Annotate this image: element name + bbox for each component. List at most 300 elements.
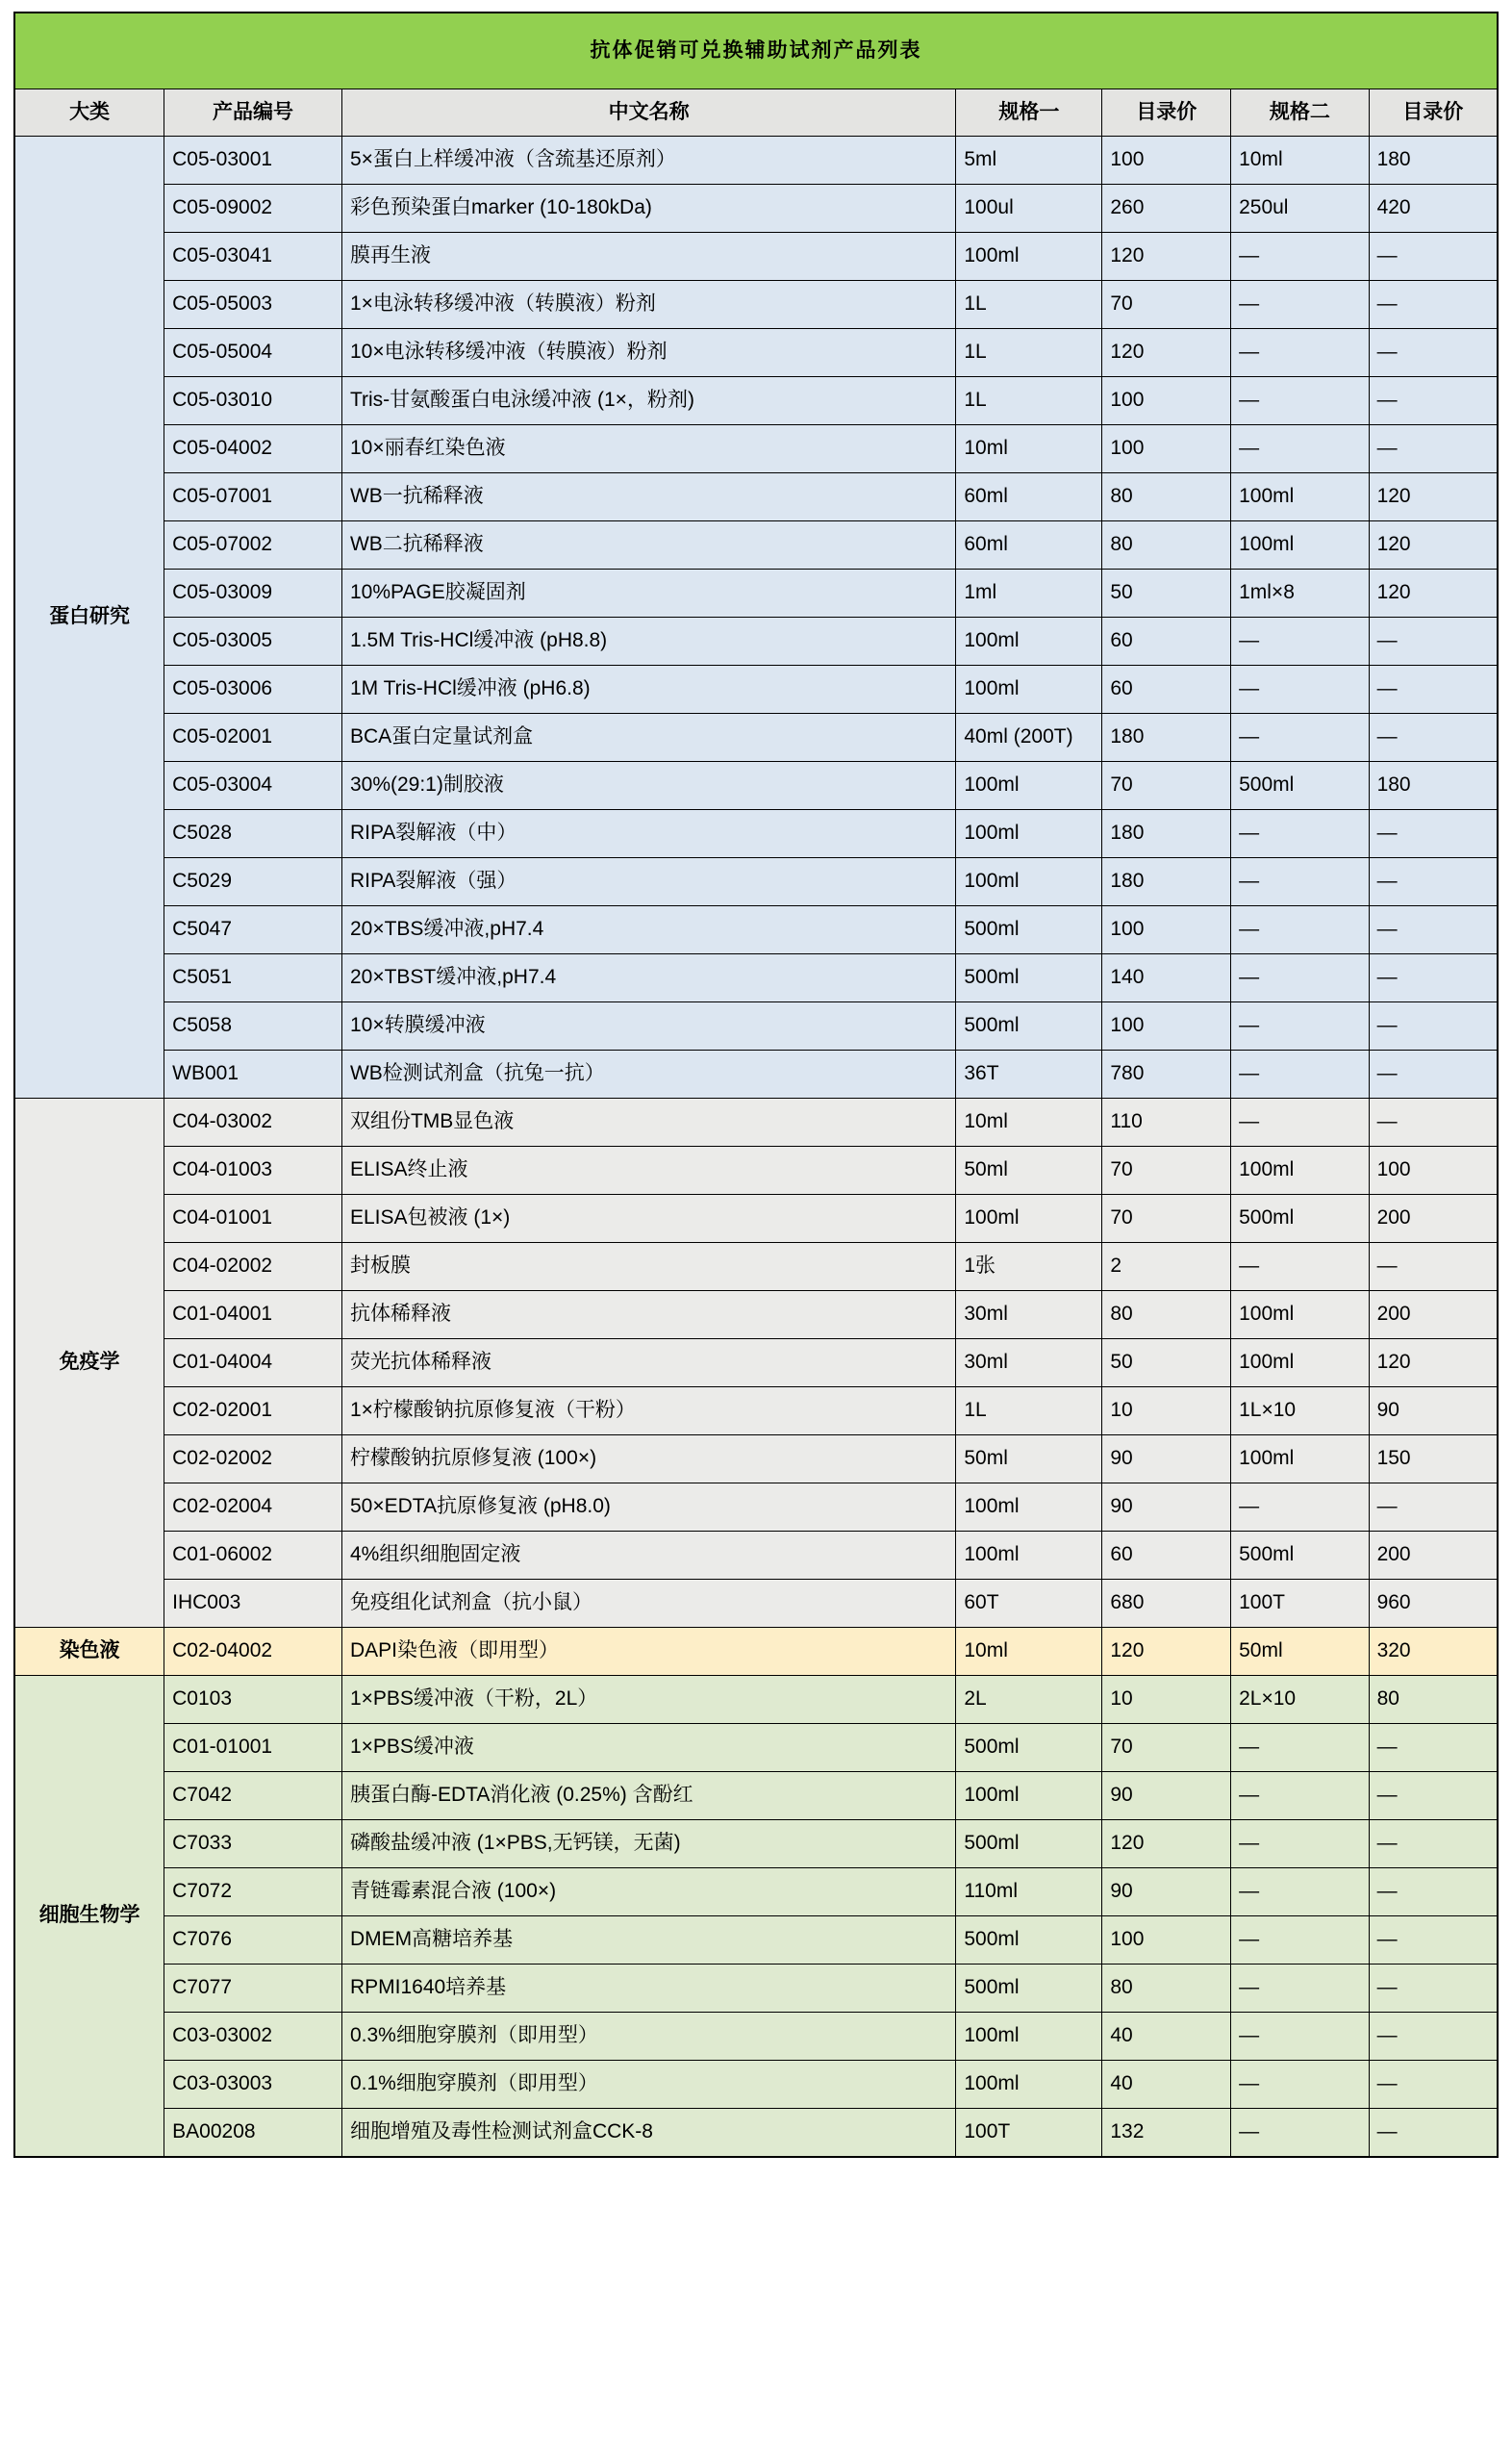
- spec2-cell: 250ul: [1231, 185, 1369, 233]
- spec1-cell: 50ml: [956, 1147, 1102, 1195]
- price2-cell: 100: [1369, 1147, 1498, 1195]
- spec2-cell: —: [1231, 1772, 1369, 1820]
- spec1-cell: 100ml: [956, 1532, 1102, 1580]
- table-row: [14, 570, 1498, 618]
- spec2-cell: —: [1231, 810, 1369, 858]
- table-row: [14, 954, 1498, 1002]
- product-code-cell: C05-07001: [164, 473, 342, 521]
- spec1-cell: 500ml: [956, 954, 1102, 1002]
- price2-cell: —: [1369, 1868, 1498, 1916]
- table-row: [14, 1339, 1498, 1387]
- spec1-cell: 30ml: [956, 1291, 1102, 1339]
- spec1-cell: 50ml: [956, 1435, 1102, 1483]
- price1-cell: 100: [1102, 377, 1231, 425]
- spec2-cell: —: [1231, 329, 1369, 377]
- price2-cell: —: [1369, 1099, 1498, 1147]
- price1-cell: 60: [1102, 1532, 1231, 1580]
- price1-cell: 120: [1102, 1820, 1231, 1868]
- spec2-cell: 100T: [1231, 1580, 1369, 1628]
- spec2-cell: —: [1231, 2061, 1369, 2109]
- product-name-cell: 细胞增殖及毒性检测试剂盒CCK-8: [341, 2109, 955, 2158]
- price2-cell: —: [1369, 858, 1498, 906]
- product-name-cell: 1×电泳转移缓冲液（转膜液）粉剂: [341, 281, 955, 329]
- product-code-cell: C05-03010: [164, 377, 342, 425]
- product-name-cell: ELISA终止液: [341, 1147, 955, 1195]
- product-code-cell: WB001: [164, 1051, 342, 1099]
- table-row: [14, 1916, 1498, 1965]
- product-code-cell: C05-02001: [164, 714, 342, 762]
- price2-cell: —: [1369, 1051, 1498, 1099]
- price1-cell: 70: [1102, 1724, 1231, 1772]
- table-row: [14, 1628, 1498, 1676]
- spec2-cell: —: [1231, 714, 1369, 762]
- product-code-cell: C05-03041: [164, 233, 342, 281]
- table-row: [14, 810, 1498, 858]
- column-header-category: 大类: [14, 89, 164, 137]
- table-row: [14, 1724, 1498, 1772]
- table-row: [14, 666, 1498, 714]
- table-row: [14, 1580, 1498, 1628]
- product-code-cell: C05-03005: [164, 618, 342, 666]
- spec2-cell: —: [1231, 1243, 1369, 1291]
- product-name-cell: BCA蛋白定量试剂盒: [341, 714, 955, 762]
- product-code-cell: C05-03004: [164, 762, 342, 810]
- table-row: [14, 233, 1498, 281]
- price2-cell: —: [1369, 2061, 1498, 2109]
- price1-cell: 100: [1102, 906, 1231, 954]
- price2-cell: 200: [1369, 1291, 1498, 1339]
- title-row: [14, 13, 1498, 89]
- price1-cell: 180: [1102, 810, 1231, 858]
- spec2-cell: —: [1231, 1868, 1369, 1916]
- spec2-cell: —: [1231, 1965, 1369, 2013]
- price1-cell: 70: [1102, 281, 1231, 329]
- product-name-cell: RIPA裂解液（强）: [341, 858, 955, 906]
- price1-cell: 70: [1102, 762, 1231, 810]
- reagent-price-table: [13, 12, 1499, 2158]
- product-code-cell: C03-03003: [164, 2061, 342, 2109]
- spec1-cell: 2L: [956, 1676, 1102, 1724]
- column-header-price2: 目录价: [1369, 89, 1498, 137]
- price1-cell: 40: [1102, 2013, 1231, 2061]
- product-code-cell: C02-02001: [164, 1387, 342, 1435]
- product-code-cell: C05-09002: [164, 185, 342, 233]
- product-code-cell: C7033: [164, 1820, 342, 1868]
- product-name-cell: WB检测试剂盒（抗兔一抗）: [341, 1051, 955, 1099]
- product-name-cell: 4%组织细胞固定液: [341, 1532, 955, 1580]
- spec2-cell: —: [1231, 425, 1369, 473]
- spec2-cell: —: [1231, 906, 1369, 954]
- spec1-cell: 1L: [956, 1387, 1102, 1435]
- spec1-cell: 100ml: [956, 233, 1102, 281]
- product-name-cell: 柠檬酸钠抗原修复液 (100×): [341, 1435, 955, 1483]
- spec2-cell: 500ml: [1231, 1195, 1369, 1243]
- table-row: [14, 1435, 1498, 1483]
- spec1-cell: 500ml: [956, 1916, 1102, 1965]
- price1-cell: 90: [1102, 1868, 1231, 1916]
- price2-cell: —: [1369, 1916, 1498, 1965]
- table-row: [14, 1772, 1498, 1820]
- spec1-cell: 100ml: [956, 666, 1102, 714]
- price2-cell: 420: [1369, 185, 1498, 233]
- price1-cell: 260: [1102, 185, 1231, 233]
- spec2-cell: —: [1231, 2013, 1369, 2061]
- spec1-cell: 60T: [956, 1580, 1102, 1628]
- spec1-cell: 100ul: [956, 185, 1102, 233]
- product-code-cell: C01-04004: [164, 1339, 342, 1387]
- price1-cell: 10: [1102, 1387, 1231, 1435]
- spec2-cell: —: [1231, 1724, 1369, 1772]
- product-name-cell: DAPI染色液（即用型）: [341, 1628, 955, 1676]
- product-code-cell: C7077: [164, 1965, 342, 2013]
- product-name-cell: DMEM高糖培养基: [341, 1916, 955, 1965]
- price1-cell: 180: [1102, 858, 1231, 906]
- table-row: [14, 618, 1498, 666]
- spec2-cell: 100ml: [1231, 1435, 1369, 1483]
- product-name-cell: 青链霉素混合液 (100×): [341, 1868, 955, 1916]
- price2-cell: —: [1369, 2013, 1498, 2061]
- table-row: [14, 1676, 1498, 1724]
- price1-cell: 80: [1102, 521, 1231, 570]
- price2-cell: 960: [1369, 1580, 1498, 1628]
- product-code-cell: C05-07002: [164, 521, 342, 570]
- price2-cell: —: [1369, 1820, 1498, 1868]
- table-row: [14, 425, 1498, 473]
- header-row: [14, 89, 1498, 137]
- price2-cell: —: [1369, 906, 1498, 954]
- spec1-cell: 100ml: [956, 618, 1102, 666]
- spec2-cell: 100ml: [1231, 473, 1369, 521]
- price2-cell: 120: [1369, 521, 1498, 570]
- spec1-cell: 1张: [956, 1243, 1102, 1291]
- product-name-cell: RPMI1640培养基: [341, 1965, 955, 2013]
- product-code-cell: C01-04001: [164, 1291, 342, 1339]
- price2-cell: 200: [1369, 1195, 1498, 1243]
- product-name-cell: 膜再生液: [341, 233, 955, 281]
- price2-cell: 150: [1369, 1435, 1498, 1483]
- product-name-cell: 5×蛋白上样缓冲液（含巯基还原剂）: [341, 137, 955, 185]
- spec2-cell: —: [1231, 281, 1369, 329]
- spec1-cell: 500ml: [956, 1965, 1102, 2013]
- table-body: [14, 137, 1498, 2158]
- product-name-cell: WB一抗稀释液: [341, 473, 955, 521]
- price2-cell: 200: [1369, 1532, 1498, 1580]
- price1-cell: 120: [1102, 233, 1231, 281]
- product-code-cell: IHC003: [164, 1580, 342, 1628]
- spec2-cell: 100ml: [1231, 1339, 1369, 1387]
- price2-cell: —: [1369, 425, 1498, 473]
- price1-cell: 100: [1102, 1002, 1231, 1051]
- price1-cell: 80: [1102, 1291, 1231, 1339]
- price1-cell: 50: [1102, 570, 1231, 618]
- price2-cell: 120: [1369, 473, 1498, 521]
- spec2-cell: 100ml: [1231, 1147, 1369, 1195]
- spec1-cell: 100ml: [956, 762, 1102, 810]
- product-code-cell: C5029: [164, 858, 342, 906]
- price1-cell: 780: [1102, 1051, 1231, 1099]
- spec1-cell: 10ml: [956, 1099, 1102, 1147]
- product-name-cell: 10%PAGE胶凝固剂: [341, 570, 955, 618]
- price1-cell: 40: [1102, 2061, 1231, 2109]
- spec1-cell: 100ml: [956, 1772, 1102, 1820]
- product-code-cell: C01-06002: [164, 1532, 342, 1580]
- spec1-cell: 1L: [956, 281, 1102, 329]
- product-name-cell: 1M Tris-HCl缓冲液 (pH6.8): [341, 666, 955, 714]
- spec1-cell: 1L: [956, 377, 1102, 425]
- product-code-cell: C04-01001: [164, 1195, 342, 1243]
- price2-cell: 120: [1369, 570, 1498, 618]
- spec2-cell: —: [1231, 954, 1369, 1002]
- table-row: [14, 858, 1498, 906]
- column-header-name: 中文名称: [341, 89, 955, 137]
- spec1-cell: 30ml: [956, 1339, 1102, 1387]
- spec1-cell: 100ml: [956, 2013, 1102, 2061]
- product-code-cell: C5047: [164, 906, 342, 954]
- spec2-cell: 2L×10: [1231, 1676, 1369, 1724]
- table-row: [14, 1051, 1498, 1099]
- product-code-cell: C7042: [164, 1772, 342, 1820]
- product-code-cell: C5028: [164, 810, 342, 858]
- product-name-cell: 1×PBS缓冲液: [341, 1724, 955, 1772]
- table-row: [14, 1195, 1498, 1243]
- spec1-cell: 100ml: [956, 1195, 1102, 1243]
- product-code-cell: C05-03009: [164, 570, 342, 618]
- product-code-cell: C02-02004: [164, 1483, 342, 1532]
- spec1-cell: 100ml: [956, 810, 1102, 858]
- table-row: [14, 2061, 1498, 2109]
- product-name-cell: 50×EDTA抗原修复液 (pH8.0): [341, 1483, 955, 1532]
- product-name-cell: ELISA包被液 (1×): [341, 1195, 955, 1243]
- product-name-cell: 胰蛋白酶-EDTA消化液 (0.25%) 含酚红: [341, 1772, 955, 1820]
- spec1-cell: 500ml: [956, 1724, 1102, 1772]
- spec1-cell: 100T: [956, 2109, 1102, 2158]
- spec2-cell: —: [1231, 1051, 1369, 1099]
- price2-cell: 80: [1369, 1676, 1498, 1724]
- product-code-cell: C05-05003: [164, 281, 342, 329]
- price2-cell: 90: [1369, 1387, 1498, 1435]
- price1-cell: 60: [1102, 618, 1231, 666]
- spec1-cell: 60ml: [956, 521, 1102, 570]
- price1-cell: 132: [1102, 2109, 1231, 2158]
- spec2-cell: —: [1231, 1483, 1369, 1532]
- product-name-cell: 免疫组化试剂盒（抗小鼠）: [341, 1580, 955, 1628]
- price1-cell: 80: [1102, 473, 1231, 521]
- price1-cell: 70: [1102, 1147, 1231, 1195]
- price2-cell: —: [1369, 2109, 1498, 2158]
- table-row: [14, 906, 1498, 954]
- column-header-price1: 目录价: [1102, 89, 1231, 137]
- product-code-cell: C5051: [164, 954, 342, 1002]
- table-row: [14, 1820, 1498, 1868]
- price2-cell: 180: [1369, 137, 1498, 185]
- table-head: [14, 13, 1498, 137]
- spec1-cell: 100ml: [956, 858, 1102, 906]
- product-name-cell: 10×电泳转移缓冲液（转膜液）粉剂: [341, 329, 955, 377]
- spec2-cell: —: [1231, 233, 1369, 281]
- price1-cell: 10: [1102, 1676, 1231, 1724]
- table-row: [14, 2013, 1498, 2061]
- spec2-cell: —: [1231, 2109, 1369, 2158]
- product-code-cell: C05-03001: [164, 137, 342, 185]
- spec2-cell: —: [1231, 377, 1369, 425]
- price1-cell: 90: [1102, 1772, 1231, 1820]
- product-name-cell: 30%(29:1)制胶液: [341, 762, 955, 810]
- product-code-cell: C5058: [164, 1002, 342, 1051]
- product-name-cell: 0.3%细胞穿膜剂（即用型）: [341, 2013, 955, 2061]
- product-name-cell: 10×转膜缓冲液: [341, 1002, 955, 1051]
- price2-cell: —: [1369, 233, 1498, 281]
- table-row: [14, 377, 1498, 425]
- spec2-cell: —: [1231, 618, 1369, 666]
- price2-cell: —: [1369, 618, 1498, 666]
- table-row: [14, 1002, 1498, 1051]
- price1-cell: 70: [1102, 1195, 1231, 1243]
- spec1-cell: 100ml: [956, 1483, 1102, 1532]
- spec2-cell: —: [1231, 1916, 1369, 1965]
- product-name-cell: 0.1%细胞穿膜剂（即用型）: [341, 2061, 955, 2109]
- price1-cell: 60: [1102, 666, 1231, 714]
- product-name-cell: 20×TBS缓冲液,pH7.4: [341, 906, 955, 954]
- price2-cell: —: [1369, 666, 1498, 714]
- spec2-cell: —: [1231, 666, 1369, 714]
- price2-cell: —: [1369, 810, 1498, 858]
- product-code-cell: C05-05004: [164, 329, 342, 377]
- spec2-cell: 1ml×8: [1231, 570, 1369, 618]
- price1-cell: 180: [1102, 714, 1231, 762]
- spec2-cell: —: [1231, 1002, 1369, 1051]
- price2-cell: —: [1369, 1772, 1498, 1820]
- spec1-cell: 10ml: [956, 1628, 1102, 1676]
- price2-cell: —: [1369, 1483, 1498, 1532]
- product-name-cell: 1×柠檬酸钠抗原修复液（干粉）: [341, 1387, 955, 1435]
- product-code-cell: C7072: [164, 1868, 342, 1916]
- product-code-cell: C03-03002: [164, 2013, 342, 2061]
- table-row: [14, 1965, 1498, 2013]
- price1-cell: 90: [1102, 1435, 1231, 1483]
- product-name-cell: RIPA裂解液（中）: [341, 810, 955, 858]
- product-code-cell: C04-01003: [164, 1147, 342, 1195]
- spec1-cell: 500ml: [956, 1820, 1102, 1868]
- product-name-cell: 磷酸盐缓冲液 (1×PBS,无钙镁，无菌): [341, 1820, 955, 1868]
- spec1-cell: 36T: [956, 1051, 1102, 1099]
- spec1-cell: 500ml: [956, 906, 1102, 954]
- spec2-cell: 100ml: [1231, 1291, 1369, 1339]
- spec2-cell: 1L×10: [1231, 1387, 1369, 1435]
- price2-cell: 180: [1369, 762, 1498, 810]
- spec1-cell: 100ml: [956, 2061, 1102, 2109]
- table-row: [14, 1387, 1498, 1435]
- product-name-cell: 荧光抗体稀释液: [341, 1339, 955, 1387]
- column-header-spec1: 规格一: [956, 89, 1102, 137]
- price1-cell: 140: [1102, 954, 1231, 1002]
- price2-cell: 320: [1369, 1628, 1498, 1676]
- price1-cell: 100: [1102, 137, 1231, 185]
- price1-cell: 120: [1102, 1628, 1231, 1676]
- price2-cell: —: [1369, 1243, 1498, 1291]
- product-name-cell: 双组份TMB显色液: [341, 1099, 955, 1147]
- product-name-cell: 封板膜: [341, 1243, 955, 1291]
- spec2-cell: —: [1231, 1820, 1369, 1868]
- spec2-cell: —: [1231, 1099, 1369, 1147]
- category-cell-cell: 细胞生物学: [14, 1676, 164, 2158]
- table-row: [14, 762, 1498, 810]
- table-row: [14, 1099, 1498, 1147]
- product-code-cell: C05-04002: [164, 425, 342, 473]
- table-row: [14, 1868, 1498, 1916]
- table-row: [14, 329, 1498, 377]
- product-name-cell: 10×丽春红染色液: [341, 425, 955, 473]
- spec2-cell: 500ml: [1231, 762, 1369, 810]
- spec2-cell: —: [1231, 858, 1369, 906]
- table-row: [14, 137, 1498, 185]
- spec2-cell: 10ml: [1231, 137, 1369, 185]
- table-row: [14, 2109, 1498, 2158]
- table-row: [14, 1147, 1498, 1195]
- page-title: 抗体促销可兑换辅助试剂产品列表: [14, 13, 1498, 89]
- price2-cell: 120: [1369, 1339, 1498, 1387]
- table-row: [14, 1483, 1498, 1532]
- table-row: [14, 281, 1498, 329]
- product-name-cell: 彩色预染蛋白marker (10-180kDa): [341, 185, 955, 233]
- table-row: [14, 714, 1498, 762]
- category-cell-immuno: 免疫学: [14, 1099, 164, 1628]
- product-name-cell: 1×PBS缓冲液（干粉，2L）: [341, 1676, 955, 1724]
- category-cell-protein: 蛋白研究: [14, 137, 164, 1099]
- spec1-cell: 500ml: [956, 1002, 1102, 1051]
- price2-cell: —: [1369, 1965, 1498, 2013]
- price1-cell: 100: [1102, 425, 1231, 473]
- price1-cell: 110: [1102, 1099, 1231, 1147]
- product-name-cell: WB二抗稀释液: [341, 521, 955, 570]
- price2-cell: —: [1369, 1724, 1498, 1772]
- price2-cell: —: [1369, 377, 1498, 425]
- product-code-cell: C04-03002: [164, 1099, 342, 1147]
- spec1-cell: 110ml: [956, 1868, 1102, 1916]
- column-header-spec2: 规格二: [1231, 89, 1369, 137]
- product-name-cell: 1.5M Tris-HCl缓冲液 (pH8.8): [341, 618, 955, 666]
- spec1-cell: 40ml (200T): [956, 714, 1102, 762]
- product-name-cell: Tris-甘氨酸蛋白电泳缓冲液 (1×，粉剂): [341, 377, 955, 425]
- column-header-code: 产品编号: [164, 89, 342, 137]
- price1-cell: 80: [1102, 1965, 1231, 2013]
- price1-cell: 90: [1102, 1483, 1231, 1532]
- spec1-cell: 5ml: [956, 137, 1102, 185]
- product-code-cell: C04-02002: [164, 1243, 342, 1291]
- product-code-cell: C7076: [164, 1916, 342, 1965]
- product-code-cell: C0103: [164, 1676, 342, 1724]
- spec1-cell: 1ml: [956, 570, 1102, 618]
- spec2-cell: 500ml: [1231, 1532, 1369, 1580]
- product-code-cell: C02-02002: [164, 1435, 342, 1483]
- price1-cell: 2: [1102, 1243, 1231, 1291]
- product-code-cell: BA00208: [164, 2109, 342, 2158]
- price2-cell: —: [1369, 281, 1498, 329]
- table-row: [14, 521, 1498, 570]
- table-row: [14, 1291, 1498, 1339]
- price1-cell: 120: [1102, 329, 1231, 377]
- category-cell-stain: 染色液: [14, 1628, 164, 1676]
- spec1-cell: 60ml: [956, 473, 1102, 521]
- product-code-cell: C05-03006: [164, 666, 342, 714]
- table-row: [14, 1532, 1498, 1580]
- spec1-cell: 10ml: [956, 425, 1102, 473]
- table-row: [14, 473, 1498, 521]
- product-code-cell: C02-04002: [164, 1628, 342, 1676]
- product-code-cell: C01-01001: [164, 1724, 342, 1772]
- spec2-cell: 50ml: [1231, 1628, 1369, 1676]
- table-row: [14, 1243, 1498, 1291]
- price1-cell: 50: [1102, 1339, 1231, 1387]
